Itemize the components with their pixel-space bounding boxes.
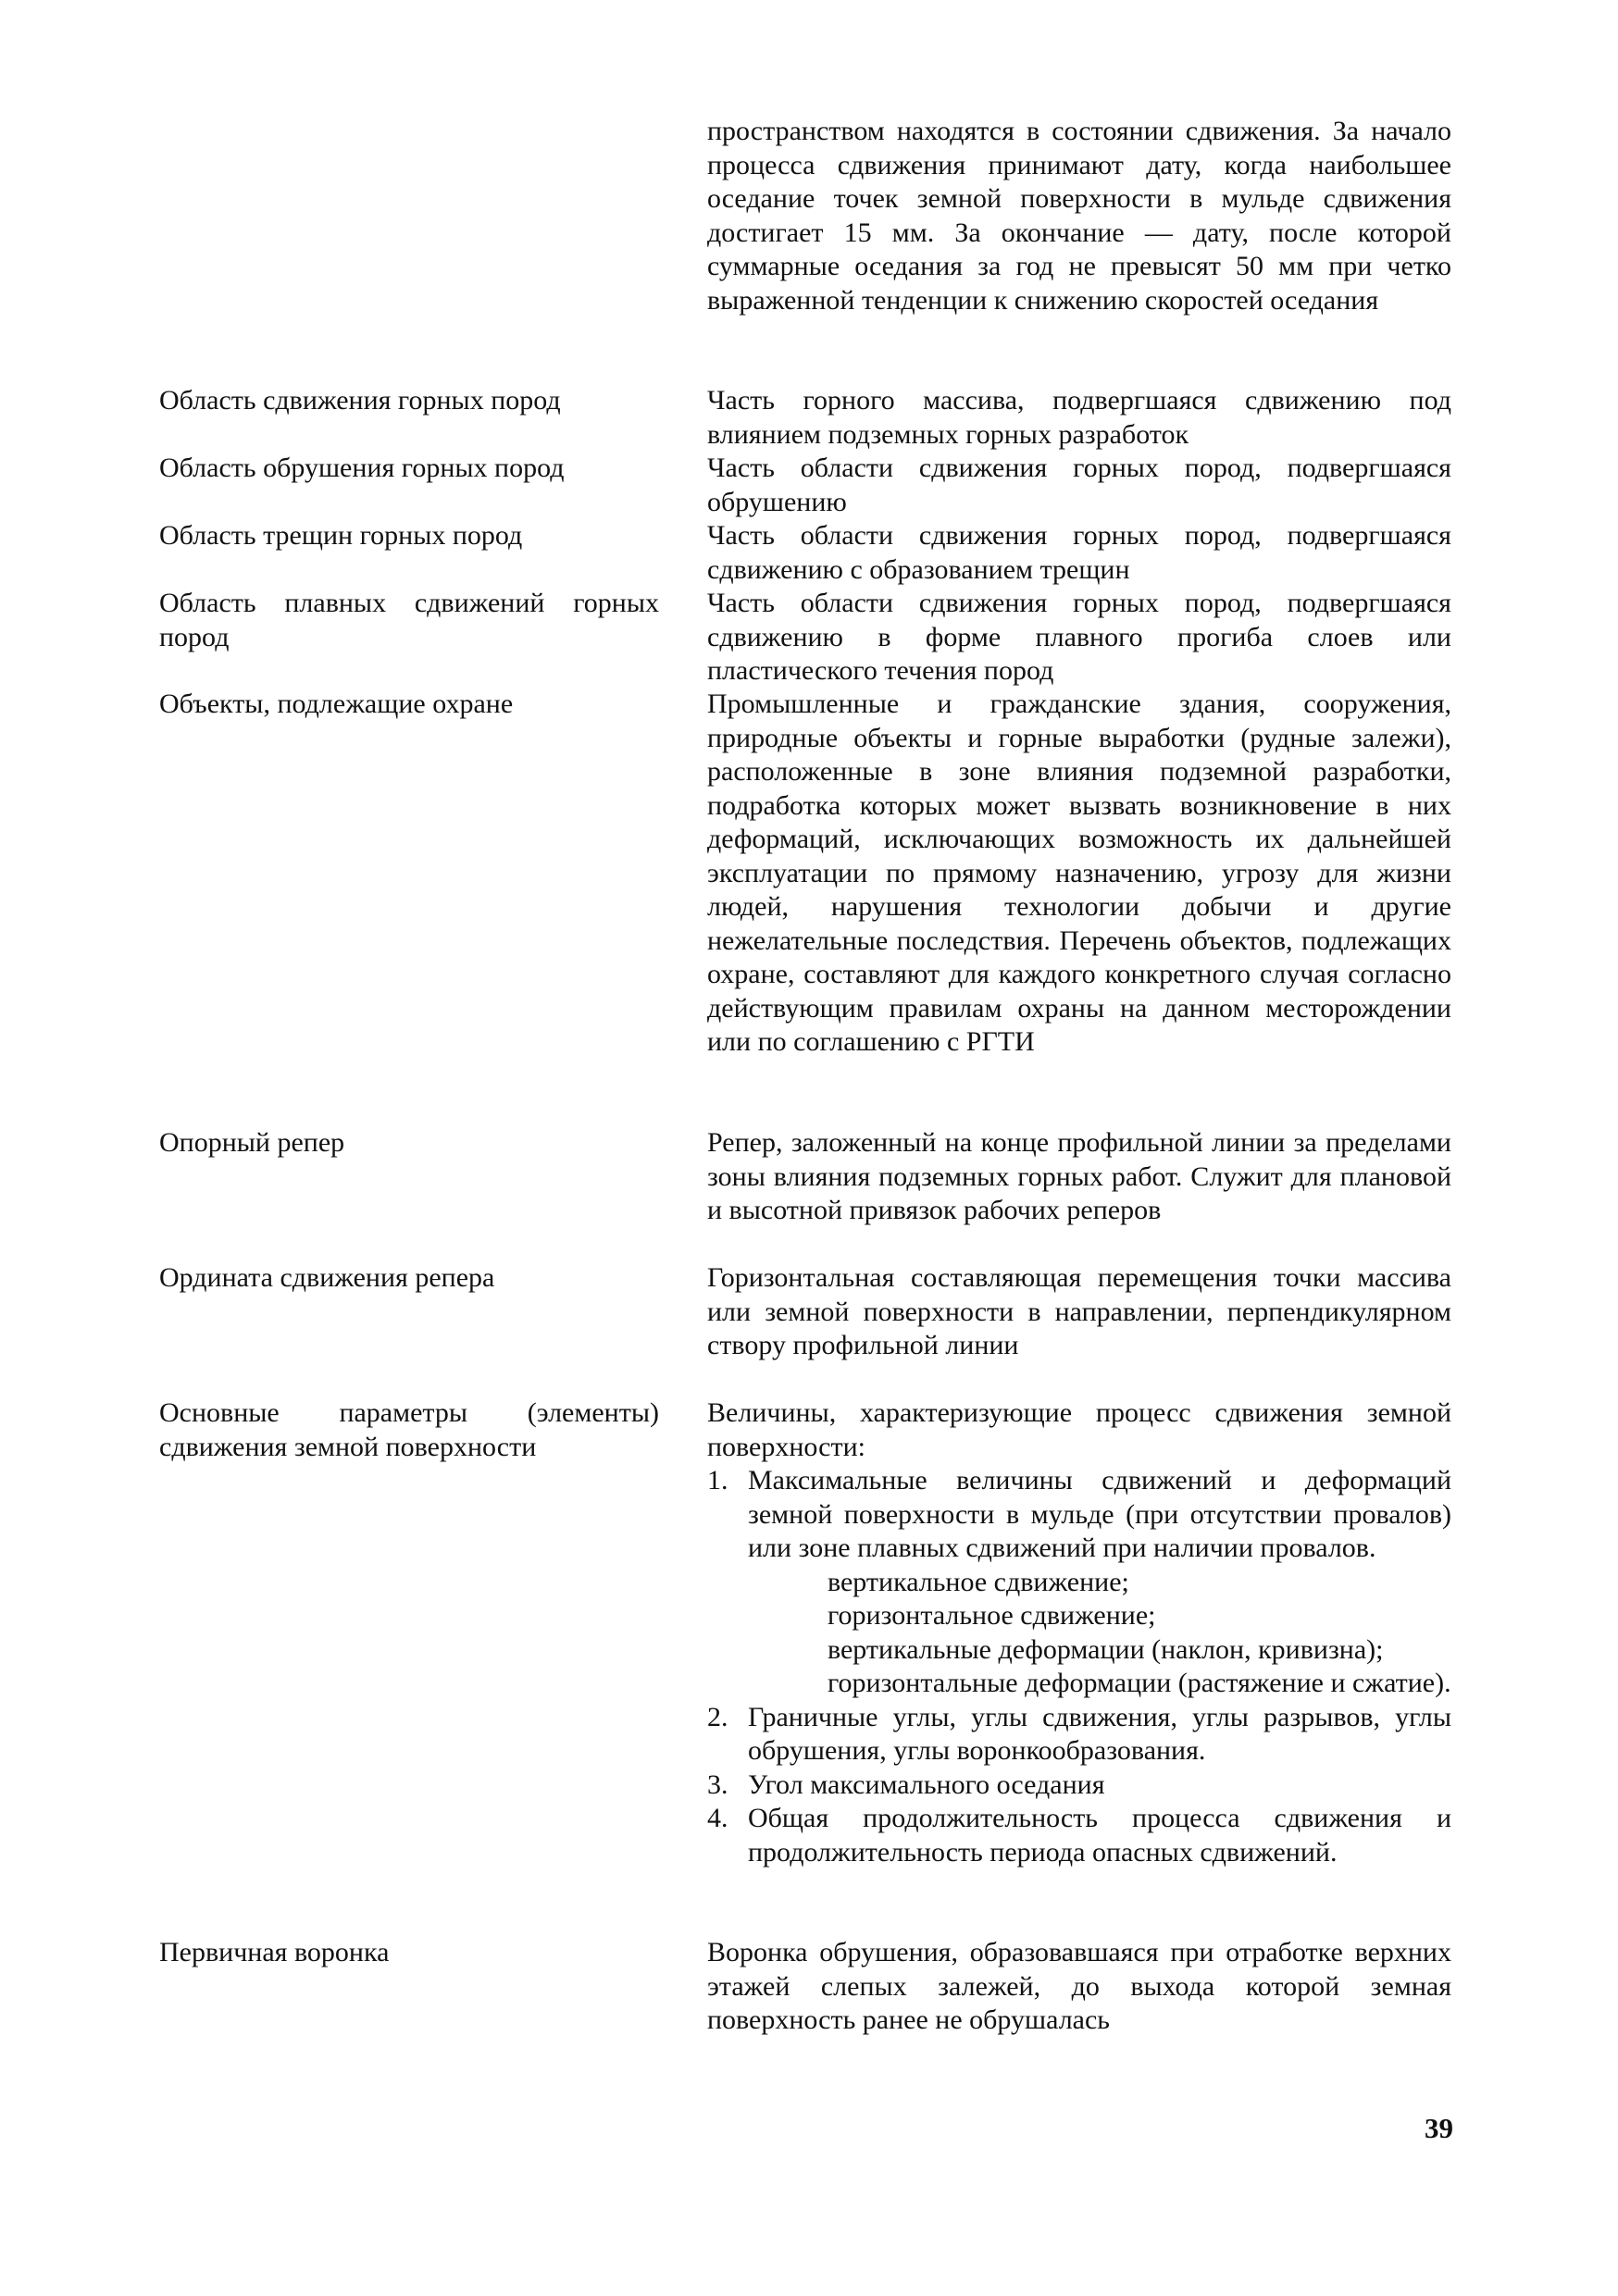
list-item-text: Максимальные величины сдвижений и деформаций земной поверхности в мульде (при отсутствии провалов) или зоне плавных сдвижений при наличии провалов. — [748, 1465, 1451, 1563]
term-smooth-displacement-area: Область плавных сдвижений горных пород — [159, 588, 659, 652]
term-reference-benchmark: Опорный репер — [159, 1127, 345, 1158]
list-item-number: 4. — [707, 1803, 728, 1833]
sub-list — [748, 1566, 1451, 1701]
definition-displacement-area: Часть горного массива, подвергшаяся сдвижению под влиянием подземных горных разработок — [707, 385, 1451, 450]
sub-list-item: горизонтальное сдвижение; — [828, 1600, 1156, 1631]
term-main-parameters: Основные параметры (элементы) сдвижения земной поверхности — [159, 1397, 659, 1462]
definition-smooth-displacement-area: Часть области сдвижения горных пород, подвергшаяся сдвижению в форме плавного прогиба слоев или пластического течения пород — [707, 588, 1451, 686]
term-collapse-area: Область обрушения горных пород — [159, 453, 565, 483]
list-item-number: 3. — [707, 1769, 728, 1800]
definition-reference-benchmark: Репер, заложенный на конце профильной линии за пределами зоны влияния подземных горных работ. Служит для плановой и высотной привязок рабочих реперов — [707, 1127, 1451, 1225]
definition-crack-area: Часть области сдвижения горных пород, подвергшаяся сдвижению с образованием трещин — [707, 520, 1451, 585]
sub-list-item: вертикальное сдвижение; — [828, 1566, 1129, 1597]
list-item — [707, 1769, 1451, 1803]
definition-main-parameters — [707, 1396, 1451, 1869]
parameters-lead: Величины, характеризующие процесс сдвижения земной поверхности: — [707, 1397, 1451, 1462]
sub-list-item: вертикальные деформации (наклон, кривизна); — [828, 1633, 1384, 1665]
list-item — [707, 1802, 1451, 1869]
term-primary-crater: Первичная воронка — [159, 1937, 390, 1967]
list-item — [707, 1701, 1451, 1769]
list-item-number: 1. — [707, 1465, 728, 1496]
list-item — [707, 1464, 1451, 1701]
page-number: 39 — [1425, 2112, 1453, 2144]
list-item-text: Угол максимального оседания — [748, 1769, 1105, 1800]
term-benchmark-ordinate: Ордината сдвижения репера — [159, 1262, 495, 1293]
parameters-list — [707, 1464, 1451, 1869]
list-item-text: Граничные углы, углы сдвижения, углы разрывов, углы обрушения, углы воронкообразования. — [748, 1701, 1451, 1766]
term-crack-area: Область трещин горных пород — [159, 520, 523, 551]
list-item-number: 2. — [707, 1701, 728, 1732]
definition-protected-objects: Промышленные и гражданские здания, сооружения, природные объекты и горные выработки (рудные залежи), расположенные в зоне влияния подземной разработки, подработка которых может вызвать возникновение в них деформаций, исключающих возможность их дальнейшей эксплуатации по прямому назначению, угрозу для жизни людей, нарушения технологии добычи и другие нежелательные последствия. Перечень объектов, подлежащих охране, составляют для каждого конкретного случая согласно действующим правилам охраны на данном месторождении или по соглашению с РГТИ — [707, 689, 1451, 1057]
definition-benchmark-ordinate: Горизонтальная составляющая перемещения точки массива или земной поверхности в направлении, перпендикулярном створу профильной линии — [707, 1262, 1451, 1360]
definition-collapse-area: Часть области сдвижения горных пород, подвергшаяся обрушению — [707, 453, 1451, 517]
sub-list-item: горизонтальные деформации (растяжение и сжатие). — [828, 1668, 1451, 1698]
definition-primary-crater: Воронка обрушения, образовавшаяся при отработке верхних этажей слепых залежей, до выхода которой земная поверхность ранее не обрушалась — [707, 1937, 1451, 2035]
intro-paragraph: пространством находятся в состоянии сдвижения. За начало процесса сдвижения принимают дату, когда наибольшее оседание точек земной поверхности в мульде сдвижения достигает 15 мм. За окончание — дату, после которой суммарные оседания за год не превысят 50 мм при четко выраженной тенденции к снижению скоростей оседания — [707, 116, 1451, 316]
term-displacement-area: Область сдвижения горных пород — [159, 385, 561, 416]
term-protected-objects: Объекты, подлежащие охране — [159, 689, 514, 719]
list-item-text: Общая продолжительность процесса сдвижения и продолжительность периода опасных сдвижений. — [748, 1803, 1451, 1868]
